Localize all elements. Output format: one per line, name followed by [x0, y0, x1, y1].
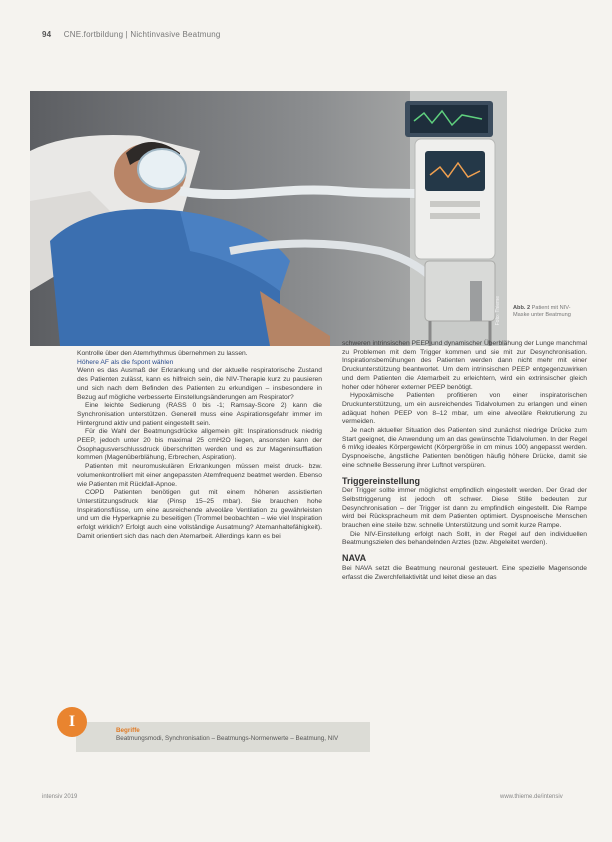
paragraph: Eine leichte Sedierung (RASS 0 bis -1; Ramsay-Score 2) kann die Synchronisation unterstützen. Generell muss eine Aspirationsgefahr immer im Hintergrund aktiv und patient eingestellt sein. — [77, 402, 322, 427]
paragraph: Hypoxämische Patienten profitieren von einer inspiratorischen Druckunterstützung, um ein ausreichendes Tidalvolumen zu erlangen und einen adäquat hohen PEEP von 8–12 mbar, um eine alveoläre Rekrutierung zu vermeiden. — [342, 392, 587, 426]
paragraph: Bei NAVA setzt die Beatmung neuronal gesteuert. Eine spezielle Magensonde erfasst die Zwerchfellaktivität und leitet diese an das — [342, 564, 587, 581]
photo-credit: Foto: Thieme — [495, 296, 501, 326]
paragraph: Patienten mit neuromuskulären Erkrankungen müssen meist druck- bzw. volumenkontrolliert mit einer angepassten Atemfrequenz beatmet werden. Ebenso wie Patienten mit Rückfall-Apnoe. — [77, 463, 322, 488]
paragraph: Die NIV-Einstellung erfolgt nach Sollt, in der Regel auf den individuellen Beatmungszielen des behandelnden Arztes (bzw. Abgeleitet werden). — [342, 530, 587, 547]
figure-caption — [513, 305, 583, 319]
section-heading: NAVA — [342, 553, 367, 564]
keywords-text: Beatmungsmodi, Synchronisation – Beatmungs-Normenwerte – Beatmung, NIV — [116, 735, 339, 742]
section-heading: Triggereinstellung — [342, 475, 421, 486]
paragraph: Je nach aktueller Situation des Patienten sind zunächst niedrige Drücke zum Start geeignet, die Anwendung um an das gewünschte Tidalvolumen. In der Regel 6 ml/kg ideales Körpergewicht (Körpergröße in cm minus 100) angepasst werden. Dyspnoeische, ängstliche Patienten benötigen häufig höhere Drücke, damit sie eine schnelle Besserung ihrer Luftnot verspüren. — [342, 427, 587, 469]
paragraph: COPD Patienten benötigen gut mit einem höheren assistierten Unterstützungsdruck klar (Pinsp 15–25 mbar). Sie brauchen hohe Inspirationsflüsse, um eine ausreichende alveoläre Ventilation zu gewährleisten und um die Hyperkapnie zu beseitigen (Trommel beobachten – wie viel Inspiration erfolgt wirklich? Erfolgt auch eine vollständige Ausatmung? Atemanhaltefähigkeit). Damit orientiert sich das nach den Atemarbeit. Allerdings kann es bei — [77, 489, 322, 540]
keywords-label: Begriffe — [116, 727, 140, 734]
text-column-right — [342, 340, 587, 582]
paragraph: Kontrolle über den Atemrhythmus übernehmen zu lassen. — [77, 350, 248, 357]
running-title: CNE.fortbildung | Nichtinvasive Beatmung — [63, 30, 221, 39]
paragraph: Wenn es das Ausmaß der Erkrankung und der aktuelle respiratorische Zustand des Patienten zulässt, kann es hilfreich sein, die NIV-Therapie kurz zu pausieren und sich nach dem Befinden des Patienten zu erkundigen – insbesondere in Bezug auf mögliche verbesserte Einstellungsänderungen am Respirator? — [77, 367, 322, 401]
running-header — [42, 30, 221, 39]
caption-label: Abb. 2 — [513, 305, 531, 311]
paragraph: schweren intrinsischen PEEP und dynamischer Überblähung der Lunge manchmal zu Problemen mit dem Trigger kommen und sie mit zur Desynchronisation. Inspirationsbemühungen des Patienten werden dann nicht mehr mit einer Druckunterstützung beantwortet. Um dem intrinsischen PEEP entgegenzuwirken und dem Patienten die Atemarbeit zu erleichtern, wird ein extrinsischer gleich hoher oder höherer externer PEEP benötigt. — [342, 340, 587, 391]
figure-photo — [30, 91, 507, 346]
paragraph: Der Trigger sollte immer möglichst empfindlich eingestellt werden. Der Grad der Selbsttriggerung ist jedoch oft schwer. Diese Stille bedeuten zur Desynchronisation – der Trigger ist dann zu empfindlich eingestellt. Die Rampe wird bei Rückspracheum mit dem Patienten optimiert. Dyspnoeische Menschen brauchen eine steile bzw. schnelle Unterstützung und somit kurze Rampe. — [342, 487, 587, 530]
text-column-left — [77, 350, 322, 541]
footer-url: www.thieme.de/intensiv — [500, 794, 563, 800]
footer-journal: intensiv 2019 — [42, 794, 78, 800]
photo-illustration — [30, 91, 507, 346]
paragraph: Für die Wahl der Beatmungsdrücke allgemein gilt: Inspirationsdruck niedrig PEEP, jedoch unter 20 bis maximal 25 cmH2O liegen, ansonsten kann der Ösophagusverschlussdruck überschritten werden und es zur Mageninsufflation kommen (Magenüberblähung, Erbrechen, Aspiration). — [77, 428, 322, 462]
paragraph-highlight: Höhere AF als die fspont wählen — [77, 358, 174, 366]
keyword-infobox — [76, 722, 370, 752]
page-number: 94 — [42, 30, 52, 39]
caption-text: Patient mit NIV-Maske unter Beatmung — [513, 305, 571, 318]
info-badge-icon: I — [57, 707, 87, 737]
